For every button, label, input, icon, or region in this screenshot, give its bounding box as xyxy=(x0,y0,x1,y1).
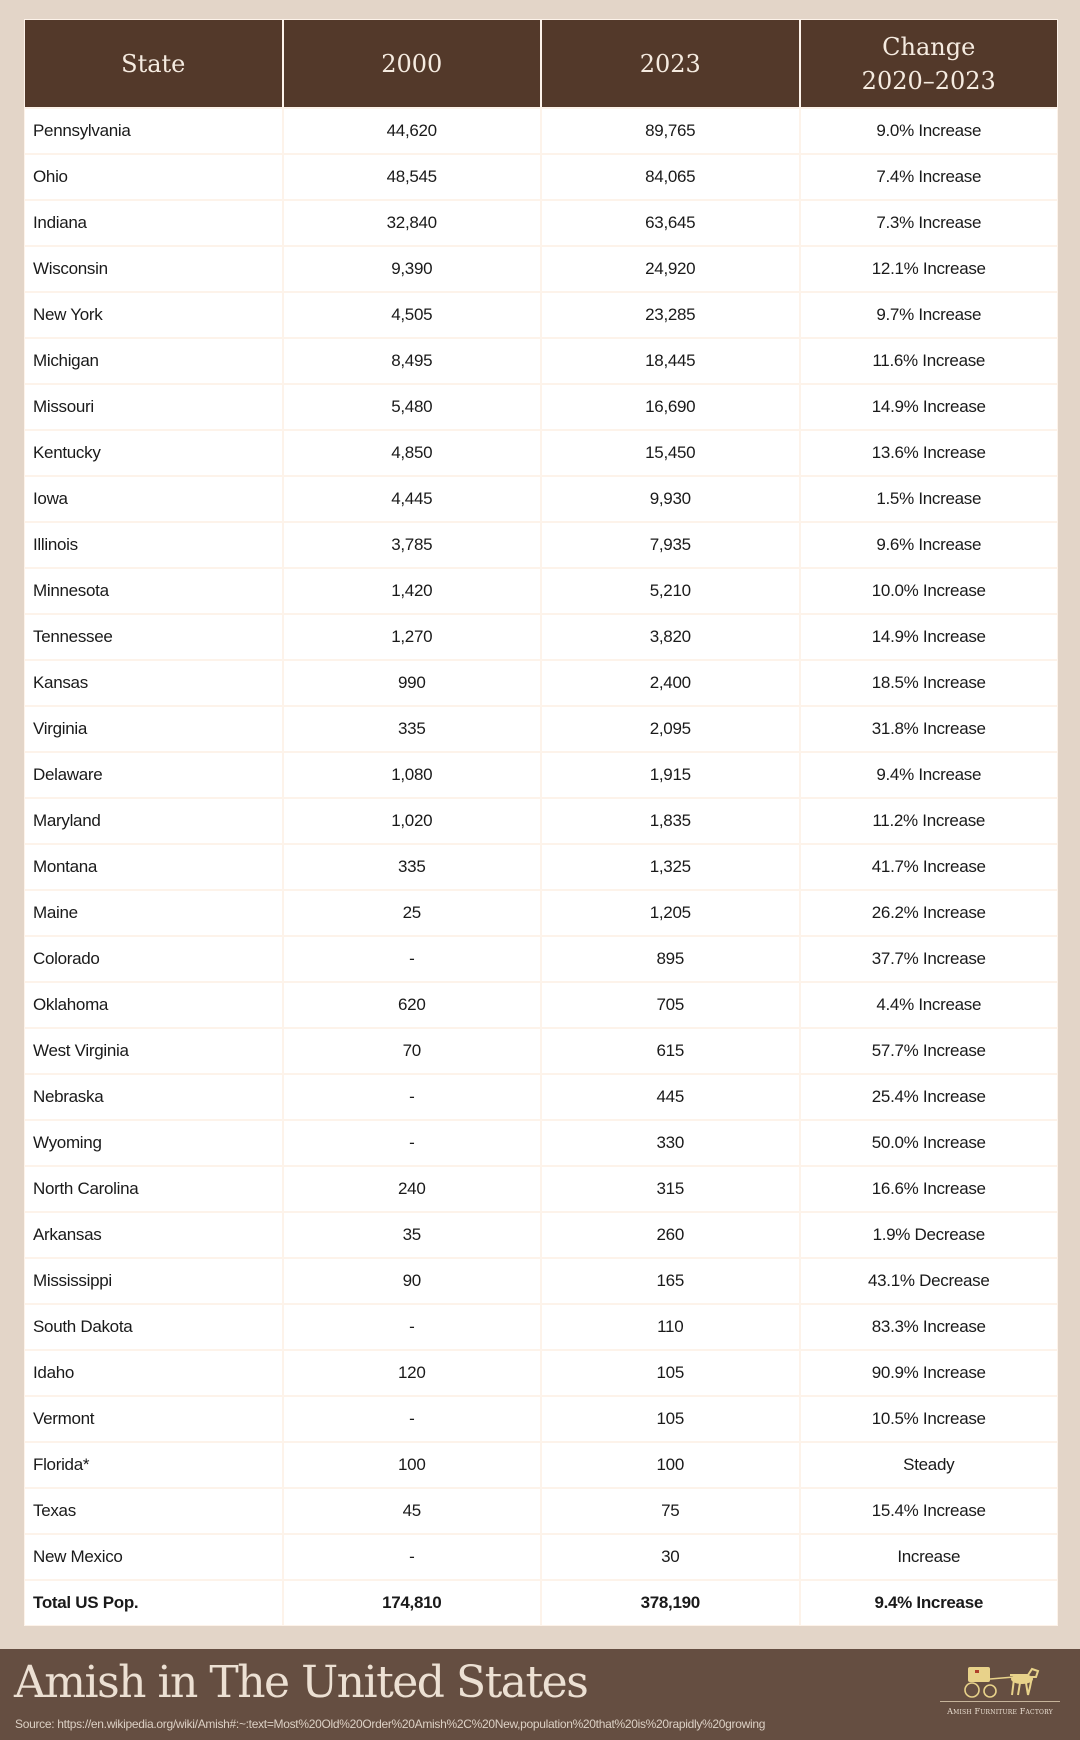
value-2000-cell: 8,495 xyxy=(284,339,541,383)
table-row xyxy=(25,1305,1057,1349)
state-cell: New Mexico xyxy=(25,1535,282,1579)
change-cell: 31.8% Increase xyxy=(801,707,1058,751)
table-body xyxy=(25,109,1057,1625)
change-cell: 12.1% Increase xyxy=(801,247,1058,291)
value-2023-cell: 445 xyxy=(542,1075,799,1119)
change-cell: 9.7% Increase xyxy=(801,293,1058,337)
value-2000-cell: 25 xyxy=(284,891,541,935)
table-row xyxy=(25,1029,1057,1073)
state-cell: Arkansas xyxy=(25,1213,282,1257)
table-row xyxy=(25,845,1057,889)
table-row xyxy=(25,201,1057,245)
value-2000-cell: 100 xyxy=(284,1443,541,1487)
value-2023-cell: 18,445 xyxy=(542,339,799,383)
value-2023-cell: 16,690 xyxy=(542,385,799,429)
value-2000-cell: 9,390 xyxy=(284,247,541,291)
table-row xyxy=(25,1167,1057,1211)
table-row xyxy=(25,1121,1057,1165)
table-row xyxy=(25,1213,1057,1257)
value-2023-cell: 3,820 xyxy=(542,615,799,659)
value-2023-cell: 330 xyxy=(542,1121,799,1165)
change-cell: 57.7% Increase xyxy=(801,1029,1058,1073)
change-cell: 7.3% Increase xyxy=(801,201,1058,245)
change-cell: 9.4% Increase xyxy=(801,1581,1058,1625)
horse-buggy-icon xyxy=(962,1665,1046,1699)
brand-logo xyxy=(938,1665,1062,1725)
value-2023-cell: 1,205 xyxy=(542,891,799,935)
value-2023-cell: 23,285 xyxy=(542,293,799,337)
state-cell: Wisconsin xyxy=(25,247,282,291)
value-2000-cell: 1,020 xyxy=(284,799,541,843)
value-2000-cell: 48,545 xyxy=(284,155,541,199)
value-2000-cell: 3,785 xyxy=(284,523,541,567)
change-cell: 37.7% Increase xyxy=(801,937,1058,981)
state-cell: Maine xyxy=(25,891,282,935)
value-2023-cell: 895 xyxy=(542,937,799,981)
value-2023-cell: 5,210 xyxy=(542,569,799,613)
value-2000-cell: 4,850 xyxy=(284,431,541,475)
population-table xyxy=(23,18,1059,1627)
change-cell: 1.9% Decrease xyxy=(801,1213,1058,1257)
table-row xyxy=(25,1075,1057,1119)
table-row xyxy=(25,937,1057,981)
value-2000-cell: 1,270 xyxy=(284,615,541,659)
value-2023-cell: 705 xyxy=(542,983,799,1027)
value-2000-cell: 620 xyxy=(284,983,541,1027)
value-2000-cell: 44,620 xyxy=(284,109,541,153)
state-cell: Tennessee xyxy=(25,615,282,659)
change-cell: 43.1% Decrease xyxy=(801,1259,1058,1303)
change-cell: 4.4% Increase xyxy=(801,983,1058,1027)
state-cell: West Virginia xyxy=(25,1029,282,1073)
state-cell: Illinois xyxy=(25,523,282,567)
change-cell: 18.5% Increase xyxy=(801,661,1058,705)
header-2023: 2023 xyxy=(542,20,799,107)
value-2000-cell: 174,810 xyxy=(284,1581,541,1625)
state-cell: Indiana xyxy=(25,201,282,245)
table-row xyxy=(25,339,1057,383)
table-row xyxy=(25,1351,1057,1395)
value-2000-cell: - xyxy=(284,1305,541,1349)
value-2000-cell: - xyxy=(284,1121,541,1165)
value-2023-cell: 378,190 xyxy=(542,1581,799,1625)
table-row xyxy=(25,155,1057,199)
change-cell: 50.0% Increase xyxy=(801,1121,1058,1165)
state-cell: Vermont xyxy=(25,1397,282,1441)
state-cell: New York xyxy=(25,293,282,337)
change-cell: 25.4% Increase xyxy=(801,1075,1058,1119)
state-cell: Nebraska xyxy=(25,1075,282,1119)
value-2000-cell: - xyxy=(284,1535,541,1579)
table-row xyxy=(25,891,1057,935)
change-cell: 9.6% Increase xyxy=(801,523,1058,567)
change-cell: 26.2% Increase xyxy=(801,891,1058,935)
change-cell: 10.0% Increase xyxy=(801,569,1058,613)
value-2023-cell: 30 xyxy=(542,1535,799,1579)
logo-text: Amish Furniture Factory xyxy=(947,1707,1053,1716)
footer-banner xyxy=(0,1649,1080,1740)
header-change-line1: Change xyxy=(882,32,976,61)
value-2000-cell: 35 xyxy=(284,1213,541,1257)
change-cell: 1.5% Increase xyxy=(801,477,1058,521)
state-cell: North Carolina xyxy=(25,1167,282,1211)
value-2023-cell: 105 xyxy=(542,1397,799,1441)
change-cell: 10.5% Increase xyxy=(801,1397,1058,1441)
value-2023-cell: 1,915 xyxy=(542,753,799,797)
state-cell: Texas xyxy=(25,1489,282,1533)
value-2023-cell: 100 xyxy=(542,1443,799,1487)
value-2023-cell: 15,450 xyxy=(542,431,799,475)
source-citation: Source: https://en.wikipedia.org/wiki/Amish#:~:text=Most%20Old%20Order%20Amish%2C%20New,population%20that%20is%20rapidly%20growing xyxy=(15,1717,766,1731)
value-2023-cell: 75 xyxy=(542,1489,799,1533)
state-cell: Kansas xyxy=(25,661,282,705)
table-row xyxy=(25,109,1057,153)
value-2023-cell: 2,400 xyxy=(542,661,799,705)
table-row xyxy=(25,1489,1057,1533)
table-row xyxy=(25,661,1057,705)
table-row xyxy=(25,569,1057,613)
value-2023-cell: 315 xyxy=(542,1167,799,1211)
state-cell: Montana xyxy=(25,845,282,889)
value-2023-cell: 24,920 xyxy=(542,247,799,291)
value-2000-cell: 90 xyxy=(284,1259,541,1303)
logo-divider xyxy=(940,1701,1060,1702)
header-state: State xyxy=(25,20,282,107)
value-2023-cell: 260 xyxy=(542,1213,799,1257)
state-cell: Pennsylvania xyxy=(25,109,282,153)
change-cell: 13.6% Increase xyxy=(801,431,1058,475)
value-2000-cell: 45 xyxy=(284,1489,541,1533)
value-2023-cell: 105 xyxy=(542,1351,799,1395)
state-cell: Maryland xyxy=(25,799,282,843)
table-row xyxy=(25,1443,1057,1487)
header-change-line2: 2020–2023 xyxy=(861,66,996,95)
change-cell: 41.7% Increase xyxy=(801,845,1058,889)
table-row xyxy=(25,431,1057,475)
value-2000-cell: 4,505 xyxy=(284,293,541,337)
state-cell: South Dakota xyxy=(25,1305,282,1349)
value-2000-cell: 1,420 xyxy=(284,569,541,613)
value-2023-cell: 2,095 xyxy=(542,707,799,751)
change-cell: 14.9% Increase xyxy=(801,615,1058,659)
change-cell: 83.3% Increase xyxy=(801,1305,1058,1349)
value-2000-cell: - xyxy=(284,1075,541,1119)
table-header-row xyxy=(25,20,1057,107)
value-2000-cell: 5,480 xyxy=(284,385,541,429)
state-cell: Idaho xyxy=(25,1351,282,1395)
change-cell: 9.0% Increase xyxy=(801,109,1058,153)
value-2000-cell: 240 xyxy=(284,1167,541,1211)
table-row xyxy=(25,753,1057,797)
state-cell: Ohio xyxy=(25,155,282,199)
change-cell: Increase xyxy=(801,1535,1058,1579)
value-2000-cell: 120 xyxy=(284,1351,541,1395)
change-cell: 15.4% Increase xyxy=(801,1489,1058,1533)
table-row xyxy=(25,523,1057,567)
change-cell: 16.6% Increase xyxy=(801,1167,1058,1211)
table-row xyxy=(25,1397,1057,1441)
header-change xyxy=(801,20,1058,107)
state-cell: Iowa xyxy=(25,477,282,521)
state-cell: Total US Pop. xyxy=(25,1581,282,1625)
state-cell: Mississippi xyxy=(25,1259,282,1303)
value-2023-cell: 165 xyxy=(542,1259,799,1303)
value-2023-cell: 89,765 xyxy=(542,109,799,153)
table-row xyxy=(25,385,1057,429)
state-cell: Missouri xyxy=(25,385,282,429)
value-2000-cell: 70 xyxy=(284,1029,541,1073)
page-title: Amish in The United States xyxy=(14,1657,588,1708)
state-cell: Delaware xyxy=(25,753,282,797)
value-2000-cell: 335 xyxy=(284,845,541,889)
value-2023-cell: 7,935 xyxy=(542,523,799,567)
population-table-container xyxy=(24,19,1058,1626)
change-cell: 11.2% Increase xyxy=(801,799,1058,843)
value-2023-cell: 615 xyxy=(542,1029,799,1073)
state-cell: Kentucky xyxy=(25,431,282,475)
table-row xyxy=(25,293,1057,337)
change-cell: 11.6% Increase xyxy=(801,339,1058,383)
value-2023-cell: 84,065 xyxy=(542,155,799,199)
value-2023-cell: 1,835 xyxy=(542,799,799,843)
value-2023-cell: 1,325 xyxy=(542,845,799,889)
change-cell: Steady xyxy=(801,1443,1058,1487)
value-2023-cell: 110 xyxy=(542,1305,799,1349)
state-cell: Colorado xyxy=(25,937,282,981)
value-2000-cell: 32,840 xyxy=(284,201,541,245)
change-cell: 14.9% Increase xyxy=(801,385,1058,429)
table-row xyxy=(25,615,1057,659)
table-row xyxy=(25,477,1057,521)
table-row xyxy=(25,707,1057,751)
value-2000-cell: 990 xyxy=(284,661,541,705)
value-2000-cell: - xyxy=(284,937,541,981)
value-2000-cell: 1,080 xyxy=(284,753,541,797)
table-row xyxy=(25,1259,1057,1303)
change-cell: 90.9% Increase xyxy=(801,1351,1058,1395)
state-cell: Minnesota xyxy=(25,569,282,613)
value-2000-cell: - xyxy=(284,1397,541,1441)
state-cell: Michigan xyxy=(25,339,282,383)
header-2000: 2000 xyxy=(284,20,541,107)
change-cell: 7.4% Increase xyxy=(801,155,1058,199)
value-2000-cell: 335 xyxy=(284,707,541,751)
change-cell: 9.4% Increase xyxy=(801,753,1058,797)
table-row xyxy=(25,983,1057,1027)
total-row xyxy=(25,1581,1057,1625)
state-cell: Florida* xyxy=(25,1443,282,1487)
value-2023-cell: 9,930 xyxy=(542,477,799,521)
table-row xyxy=(25,1535,1057,1579)
state-cell: Virginia xyxy=(25,707,282,751)
value-2023-cell: 63,645 xyxy=(542,201,799,245)
value-2000-cell: 4,445 xyxy=(284,477,541,521)
state-cell: Wyoming xyxy=(25,1121,282,1165)
state-cell: Oklahoma xyxy=(25,983,282,1027)
table-row xyxy=(25,799,1057,843)
table-row xyxy=(25,247,1057,291)
